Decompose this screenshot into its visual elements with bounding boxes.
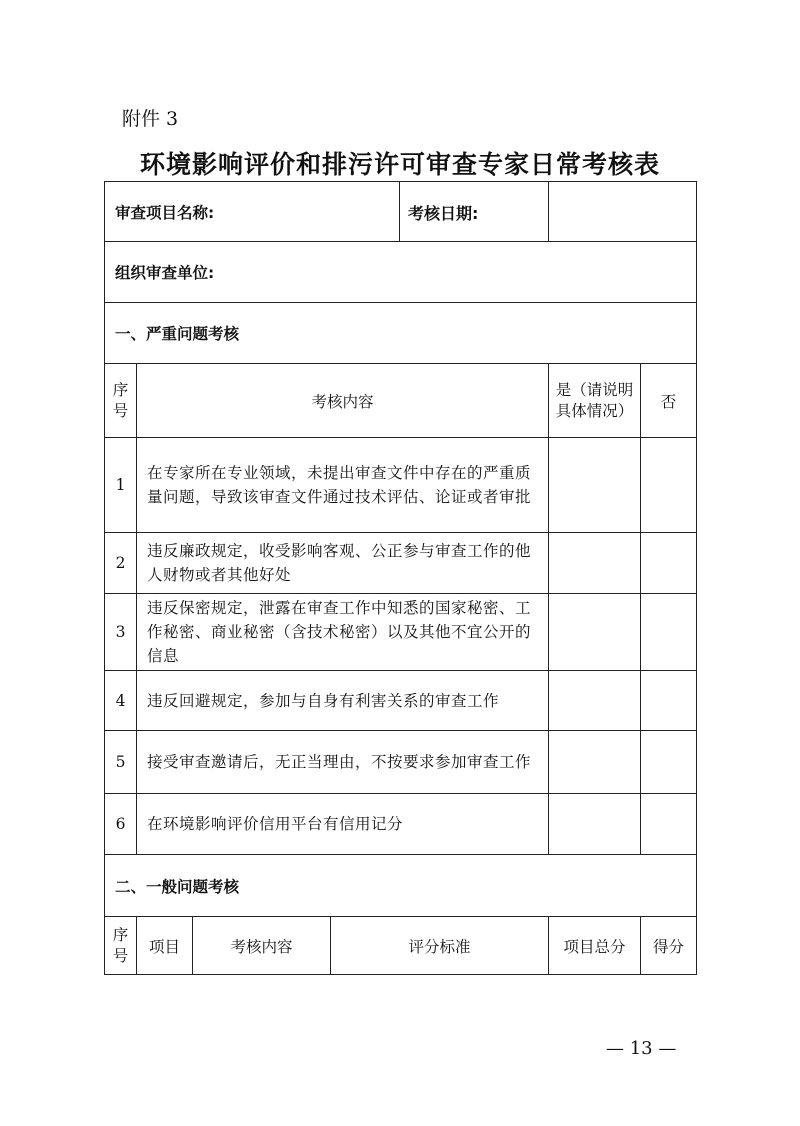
- assessment-date-label[interactable]: 考核日期:: [408, 204, 479, 223]
- section2-header-row: [105, 917, 697, 975]
- section1-header-row: [105, 364, 697, 438]
- table-row: [105, 671, 697, 731]
- no-cell[interactable]: [641, 438, 697, 533]
- date-field-overlay: [399, 182, 696, 242]
- row-content: 违反廉政规定，收受影响客观、公正参与审查工作的他人财物或者其他好处: [137, 533, 549, 594]
- row-number: 5: [105, 731, 137, 794]
- criteria-header: 评分标准: [331, 917, 549, 975]
- no-header: 否: [641, 364, 697, 438]
- section1-title: 一、严重问题考核: [105, 303, 697, 364]
- attachment-label: 附件 3: [122, 108, 179, 130]
- seq-header: 序号: [105, 364, 137, 438]
- section2-title: 二、一般问题考核: [105, 855, 697, 917]
- row-number: 1: [105, 438, 137, 533]
- row-number: 3: [105, 594, 137, 671]
- no-cell[interactable]: [641, 594, 697, 671]
- row-number: 6: [105, 794, 137, 855]
- assessment-table: [104, 181, 697, 975]
- project-name-field[interactable]: 审查项目名称:: [105, 182, 549, 242]
- row-content: 在环境影响评价信用平台有信用记分: [137, 794, 549, 855]
- page-number: — 13 —: [606, 1038, 677, 1059]
- row-content: 违反回避规定，参加与自身有利害关系的审查工作: [137, 671, 549, 731]
- organizing-unit-field[interactable]: 组织审查单位:: [105, 242, 697, 303]
- table-row: [105, 438, 697, 533]
- org-row: [105, 242, 697, 303]
- row-number: 2: [105, 533, 137, 594]
- page-title: 环境影响评价和排污许可审查专家日常考核表: [139, 150, 660, 179]
- table-row: [105, 794, 697, 855]
- row-content: 接受审查邀请后，无正当理由，不按要求参加审查工作: [137, 731, 549, 794]
- total-score-header: 项目总分: [549, 917, 641, 975]
- yes-cell[interactable]: [549, 438, 641, 533]
- no-cell[interactable]: [641, 794, 697, 855]
- row-content: 在专家所在专业领域，未提出审查文件中存在的严重质量问题，导致该审查文件通过技术评估、论证或者审批: [137, 438, 549, 533]
- yes-cell[interactable]: [549, 671, 641, 731]
- yes-cell[interactable]: [549, 794, 641, 855]
- score-header: 得分: [641, 917, 697, 975]
- table-row: [105, 533, 697, 594]
- no-cell[interactable]: [641, 731, 697, 794]
- table-row: [105, 731, 697, 794]
- row-content: 违反保密规定，泄露在审查工作中知悉的国家秘密、工作秘密、商业秘密（含技术秘密）以及其他不宜公开的信息: [137, 594, 549, 671]
- no-cell[interactable]: [641, 671, 697, 731]
- section1-title-row: [105, 303, 697, 364]
- yes-header: 是（请说明具体情况）: [549, 364, 641, 438]
- section2-title-row: [105, 855, 697, 917]
- content-header: 考核内容: [193, 917, 331, 975]
- seq-header: 序号: [105, 917, 137, 975]
- item-header: 项目: [137, 917, 193, 975]
- yes-cell[interactable]: [549, 533, 641, 594]
- table-row: [105, 594, 697, 671]
- content-header: 考核内容: [137, 364, 549, 438]
- no-cell[interactable]: [641, 533, 697, 594]
- row-number: 4: [105, 671, 137, 731]
- yes-cell[interactable]: [549, 594, 641, 671]
- yes-cell[interactable]: [549, 731, 641, 794]
